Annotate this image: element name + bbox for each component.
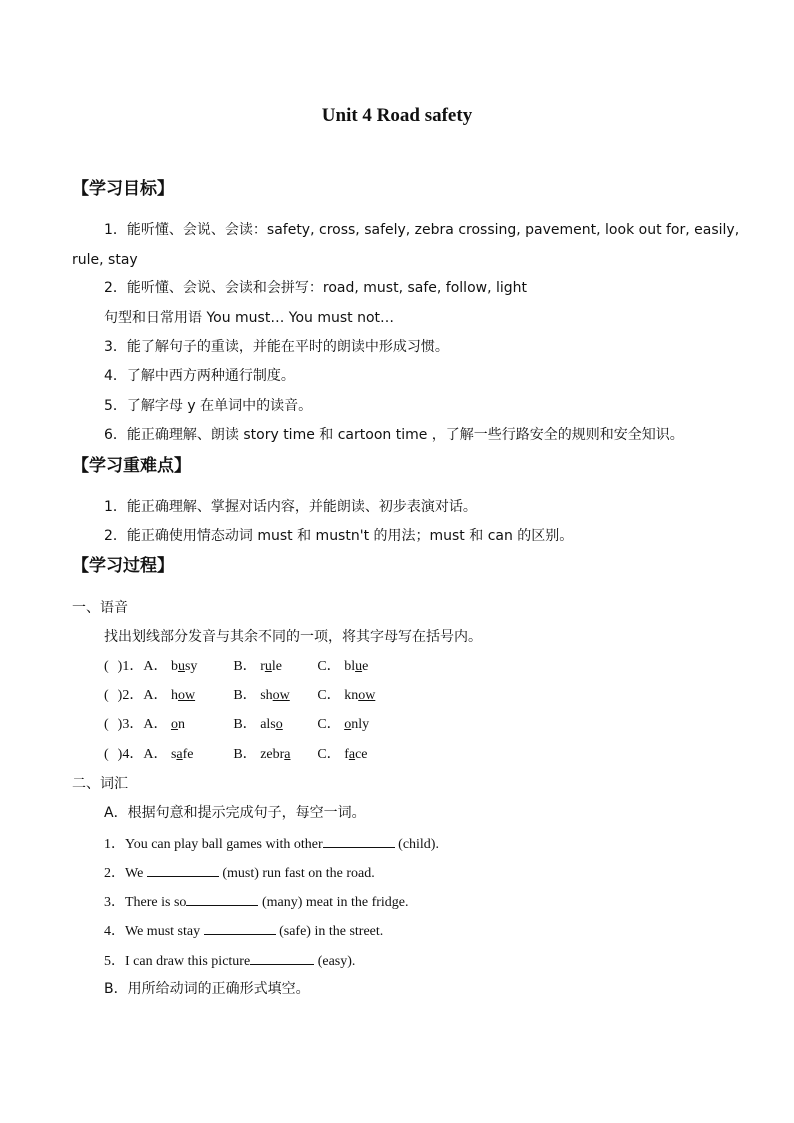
option-b-text: le (271, 659, 282, 674)
vocabulary-part-a: A．根据句意和提示完成句子，每空一词。 (104, 805, 366, 821)
option-a-text: b (170, 659, 178, 674)
question-number: )1． (117, 659, 144, 674)
underlined-letters: ow (177, 688, 196, 703)
option-label: A． (143, 717, 168, 732)
sentence-text: 1．You can play ball games with other (104, 837, 323, 852)
sentence-text: (must) run fast on the road. (218, 866, 375, 881)
phonics-heading: 一、语音 (72, 600, 128, 616)
goal-item: 2．能听懂、会说、会读和会拼写：road, must, safe, follow, light (104, 280, 528, 296)
underlined-letters: u (264, 659, 272, 674)
sentence-text: (many) meat in the fridge. (258, 895, 409, 910)
option-a-text: s (170, 747, 177, 762)
option-c-text: e (362, 659, 369, 674)
option-label: C． (317, 688, 341, 703)
goal-item: 5．了解字母 y 在单词中的读音。 (104, 398, 313, 414)
option-c-text: f (344, 747, 349, 762)
sentence-text: 4．We must stay (104, 924, 204, 939)
goal-item: 句型和日常用语 You must… You must not… (104, 310, 395, 326)
option-b-text: sh (260, 688, 273, 703)
underlined-letters: u (177, 659, 185, 674)
answer-blank[interactable] (147, 862, 219, 877)
goal-item: rule, stay (72, 252, 138, 268)
sentence-text: 5．I can draw this picture (104, 954, 251, 969)
option-label: A． (143, 688, 168, 703)
option-b-text: zebr (260, 747, 285, 762)
answer-bracket: ( (104, 717, 109, 732)
phonics-question (104, 686, 375, 706)
option-label: A． (143, 659, 168, 674)
fill-in-sentence (104, 950, 355, 972)
underlined-letters: a (284, 747, 291, 762)
option-b-text: r (260, 659, 265, 674)
underlined-letters: ow (358, 688, 376, 703)
phonics-question (104, 715, 369, 735)
key-point-item: 2．能正确使用情态动词 must 和 mustn't 的用法；must 和 can 的区别。 (104, 528, 574, 544)
process-heading: 【学习过程】 (72, 556, 174, 576)
key-points-heading: 【学习重难点】 (72, 456, 191, 476)
underlined-letters: u (355, 659, 363, 674)
underlined-letters: o (275, 717, 283, 732)
option-label: B． (233, 688, 257, 703)
option-b-text: als (260, 717, 276, 732)
goal-item: 6．能正确理解、朗读 story time 和 cartoon time ，了解一些行路安全的规则和安全知识。 (104, 427, 684, 443)
fill-in-sentence (104, 862, 375, 884)
option-label: B． (233, 747, 257, 762)
option-label: C． (317, 747, 341, 762)
option-label: C． (317, 659, 341, 674)
question-number: )3． (117, 717, 144, 732)
option-label: A． (143, 747, 168, 762)
sentence-text: 2．We (104, 866, 147, 881)
answer-blank[interactable] (204, 920, 276, 935)
answer-blank[interactable] (186, 891, 258, 906)
fill-in-sentence (104, 833, 439, 855)
answer-blank[interactable] (323, 833, 395, 848)
option-label: B． (233, 659, 257, 674)
sentence-text: (child). (394, 837, 439, 852)
vocabulary-part-b: B．用所给动词的正确形式填空。 (104, 981, 310, 997)
question-number: )4． (117, 747, 144, 762)
option-a-text: sy (184, 659, 198, 674)
answer-blank[interactable] (250, 950, 314, 965)
vocabulary-heading: 二、词汇 (72, 776, 128, 792)
option-a-text: n (177, 717, 185, 732)
goals-heading: 【学习目标】 (72, 179, 174, 199)
option-c-text: nly (351, 717, 370, 732)
option-a-text: fe (182, 747, 194, 762)
answer-bracket: ( (104, 747, 109, 762)
phonics-question (104, 745, 368, 765)
option-c-text: kn (344, 688, 359, 703)
underlined-letters: o (344, 717, 352, 732)
answer-bracket: ( (104, 688, 109, 703)
phonics-question (104, 657, 368, 677)
sentence-text: 3．There is so (104, 895, 187, 910)
option-label: B． (233, 717, 257, 732)
underlined-letters: ow (272, 688, 290, 703)
goal-item: 4．了解中西方两种通行制度。 (104, 368, 295, 384)
page-title: Unit 4 Road safety (321, 105, 473, 126)
option-c-text: ce (355, 747, 368, 762)
sentence-text: (safe) in the street. (275, 924, 384, 939)
fill-in-sentence (104, 891, 409, 913)
key-point-item: 1．能正确理解、掌握对话内容，并能朗读、初步表演对话。 (104, 499, 477, 515)
goal-item: 1．能听懂、会说、会读：safety, cross, safely, zebra crossing, pavement, look out for, easily, (104, 222, 740, 238)
option-c-text: bl (344, 659, 356, 674)
option-a-text: h (170, 688, 178, 703)
phonics-instruction: 找出划线部分发音与其余不同的一项，将其字母写在括号内。 (104, 629, 482, 645)
underlined-letters: a (176, 747, 183, 762)
question-number: )2． (117, 688, 144, 703)
underlined-letters: o (170, 717, 178, 732)
option-label: C． (317, 717, 341, 732)
goal-item: 3．能了解句子的重读，并能在平时的朗读中形成习惯。 (104, 339, 449, 355)
fill-in-sentence (104, 920, 383, 942)
sentence-text: (easy). (314, 954, 356, 969)
underlined-letters: a (348, 747, 356, 762)
answer-bracket: ( (104, 659, 109, 674)
